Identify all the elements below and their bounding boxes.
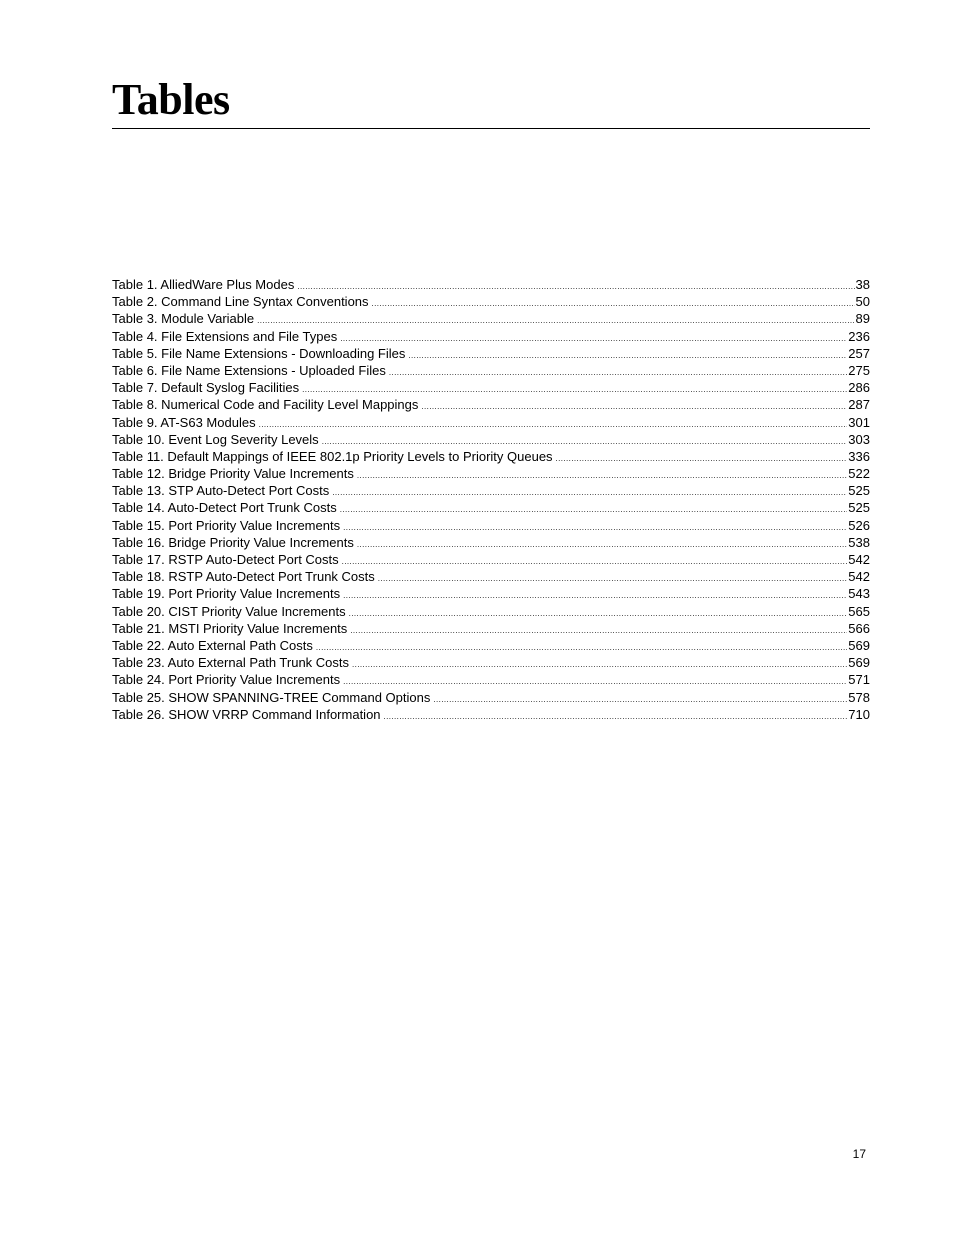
dot-leader [384, 706, 848, 725]
toc-entry-label: Table 13. STP Auto-Detect Port Costs [112, 483, 330, 499]
toc-entry-label: Table 23. Auto External Path Trunk Costs [112, 655, 350, 671]
toc-entry[interactable] [112, 414, 870, 431]
toc-entry-page: 522 [848, 466, 870, 482]
toc-entry[interactable] [112, 396, 870, 413]
toc-entry-label: Table 19. Port Priority Value Increments [112, 586, 341, 602]
toc-entry-page: 569 [848, 655, 870, 671]
toc-entry-page: 571 [848, 672, 870, 688]
toc-entry[interactable] [112, 620, 870, 637]
toc-entry[interactable] [112, 310, 870, 327]
toc-entry-page: 542 [848, 569, 870, 585]
toc-entry-page: 538 [848, 534, 870, 550]
toc-entry-label: Table 16. Bridge Priority Value Increments [112, 534, 354, 550]
toc-entry-page: 578 [848, 689, 870, 705]
toc-entry-page: 257 [848, 345, 870, 361]
toc-entry-page: 525 [848, 500, 870, 516]
toc-entry[interactable] [112, 431, 870, 448]
toc-entry-label: Table 10. Event Log Severity Levels [112, 431, 319, 447]
toc-entry-label: Table 20. CIST Priority Value Increments [112, 603, 346, 619]
toc-entry[interactable] [112, 345, 870, 362]
toc-entry[interactable] [112, 534, 870, 551]
toc-entry[interactable] [112, 689, 870, 706]
toc-entry-label: Table 21. MSTI Priority Value Increments [112, 620, 348, 636]
toc-entry-label: Table 12. Bridge Priority Value Increments [112, 466, 354, 482]
toc-entry-label: Table 4. File Extensions and File Types [112, 328, 338, 344]
toc-entry-label: Table 8. Numerical Code and Facility Level Mappings [112, 397, 419, 413]
page-number: 17 [852, 1147, 866, 1161]
toc-entry-label: Table 17. RSTP Auto-Detect Port Costs [112, 552, 339, 567]
toc-entry-page: 710 [848, 706, 870, 722]
toc-entry[interactable] [112, 448, 870, 465]
page-title: Tables [112, 75, 230, 124]
toc-entry-label: Table 18. RSTP Auto-Detect Port Trunk Costs [112, 569, 375, 585]
toc-entry[interactable] [112, 585, 870, 602]
toc-entry-label: Table 1. AlliedWare Plus Modes [112, 277, 295, 292]
toc-entry[interactable] [112, 517, 870, 534]
toc-entry-page: 89 [855, 311, 870, 327]
toc-entry-label: Table 2. Command Line Syntax Conventions [112, 294, 369, 310]
toc-entry[interactable] [112, 603, 870, 620]
list-of-tables [112, 276, 870, 723]
toc-entry-page: 38 [855, 277, 870, 292]
toc-entry-label: Table 22. Auto External Path Costs [112, 637, 313, 653]
toc-entry-page: 566 [848, 620, 870, 636]
toc-entry[interactable] [112, 637, 870, 654]
toc-entry-page: 336 [848, 448, 870, 464]
toc-entry-label: Table 24. Port Priority Value Increments [112, 672, 341, 688]
toc-entry[interactable] [112, 465, 870, 482]
toc-entry-page: 287 [848, 397, 870, 413]
toc-entry[interactable] [112, 328, 870, 345]
toc-entry[interactable] [112, 499, 870, 516]
toc-entry-label: Table 14. Auto-Detect Port Trunk Costs [112, 500, 337, 516]
toc-entry-page: 50 [855, 294, 870, 310]
toc-entry-page: 569 [848, 637, 870, 653]
toc-entry-page: 275 [848, 362, 870, 378]
toc-entry[interactable] [112, 706, 870, 723]
toc-entry-label: Table 25. SHOW SPANNING-TREE Command Options [112, 689, 431, 705]
toc-entry[interactable] [112, 293, 870, 310]
toc-entry-label: Table 15. Port Priority Value Increments [112, 517, 341, 533]
toc-entry[interactable] [112, 551, 870, 568]
toc-entry-page: 236 [848, 328, 870, 344]
toc-entry[interactable] [112, 568, 870, 585]
toc-entry-label: Table 5. File Name Extensions - Downloading Files [112, 345, 406, 361]
toc-entry-label: Table 7. Default Syslog Facilities [112, 380, 300, 396]
toc-entry-page: 526 [848, 517, 870, 533]
toc-entry[interactable] [112, 671, 870, 688]
toc-entry-label: Table 26. SHOW VRRP Command Information [112, 706, 381, 722]
toc-entry-page: 525 [848, 483, 870, 499]
toc-entry[interactable] [112, 379, 870, 396]
toc-entry-label: Table 3. Module Variable [112, 311, 255, 327]
toc-entry[interactable] [112, 482, 870, 499]
toc-entry-page: 303 [848, 431, 870, 447]
toc-entry-page: 543 [848, 586, 870, 602]
toc-entry-page: 286 [848, 380, 870, 396]
toc-entry-label: Table 9. AT-S63 Modules [112, 414, 256, 430]
toc-entry[interactable] [112, 654, 870, 671]
title-divider [112, 128, 870, 129]
toc-entry[interactable] [112, 276, 870, 293]
toc-entry-label: Table 6. File Name Extensions - Uploaded Files [112, 362, 386, 378]
toc-entry-page: 542 [848, 552, 870, 567]
toc-entry-label: Table 11. Default Mappings of IEEE 802.1p Priority Levels to Priority Queues [112, 448, 553, 464]
toc-entry-page: 565 [848, 603, 870, 619]
toc-entry[interactable] [112, 362, 870, 379]
toc-entry-page: 301 [848, 414, 870, 430]
